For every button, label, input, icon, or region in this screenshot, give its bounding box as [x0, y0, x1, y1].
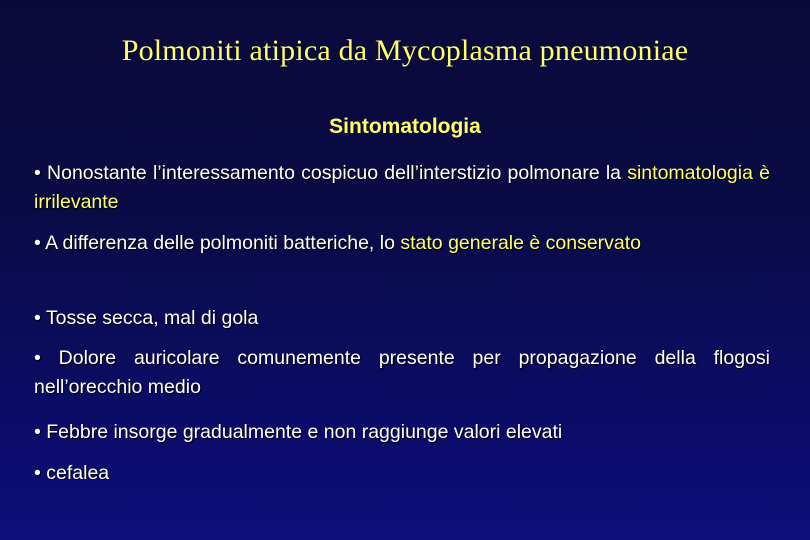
bullet-item: [34, 459, 770, 488]
bullet-item: [34, 159, 770, 217]
bullet-highlight-text: stato generale è conservato: [400, 232, 642, 254]
bullet-item: [34, 418, 770, 447]
bullet-item: [34, 229, 770, 258]
bullet-item: [34, 304, 770, 333]
bullet-text: Dolore auricolare comunemente presente per propagazione della flogosi nell’orecchio medio: [34, 347, 770, 398]
bullet-text: Tosse secca, mal di gola: [45, 307, 259, 329]
bullet-marker: •: [34, 162, 48, 184]
bullet-text: Febbre insorge gradualmente e non raggiunge valori elevati: [46, 421, 563, 443]
bullet-marker: •: [34, 232, 46, 254]
section-heading: Sintomatologia: [329, 115, 481, 138]
bullet-marker: •: [34, 421, 47, 443]
bullet-highlight-text: sintomatologia è irrilevante: [34, 162, 770, 213]
bullet-marker: •: [34, 462, 47, 484]
bullet-marker: •: [34, 307, 46, 329]
bullet-marker: •: [34, 347, 59, 369]
bullet-text: A differenza delle polmoniti batteriche, lo: [45, 232, 401, 254]
bullet-item: [34, 344, 770, 402]
bullet-text: Nonostante l’interessamento cospicuo dell’interstizio polmonare la: [47, 162, 628, 184]
slide-title: Polmoniti atipica da Mycoplasma pneumoniae: [121, 34, 689, 67]
bullet-text: cefalea: [46, 462, 110, 484]
